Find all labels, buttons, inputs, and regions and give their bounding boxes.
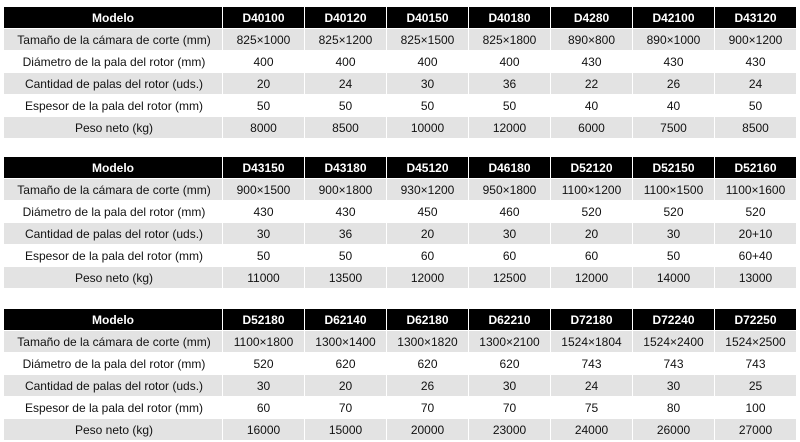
table-cell: 400 xyxy=(223,51,305,73)
table-cell: 20+10 xyxy=(715,223,797,245)
table-cell: 60+40 xyxy=(715,245,797,267)
row-label: Cantidad de palas del rotor (uds.) xyxy=(4,375,223,397)
table-cell: 430 xyxy=(551,51,633,73)
table-cell: 75 xyxy=(551,397,633,419)
table-row xyxy=(4,419,797,441)
table-cell: 30 xyxy=(469,223,551,245)
table-cell: 430 xyxy=(633,51,715,73)
table-cell: 1300×2100 xyxy=(469,331,551,353)
table-cell: 27000 xyxy=(715,419,797,441)
model-header: D72240 xyxy=(633,309,715,331)
table-row xyxy=(4,375,797,397)
header-label: Modelo xyxy=(4,309,223,331)
table-cell: 30 xyxy=(387,73,469,95)
table-row xyxy=(4,397,797,419)
table-cell: 50 xyxy=(305,245,387,267)
model-header: D52160 xyxy=(715,157,797,179)
table-cell: 1524×2500 xyxy=(715,331,797,353)
table-cell: 620 xyxy=(305,353,387,375)
table-cell: 50 xyxy=(223,95,305,117)
table-cell: 26 xyxy=(387,375,469,397)
table-cell: 1300×1400 xyxy=(305,331,387,353)
table-cell: 24 xyxy=(551,375,633,397)
model-header: D43180 xyxy=(305,157,387,179)
model-header: D43150 xyxy=(223,157,305,179)
table-cell: 50 xyxy=(305,95,387,117)
row-label: Peso neto (kg) xyxy=(4,117,223,139)
table-row xyxy=(4,353,797,375)
table-cell: 8000 xyxy=(223,117,305,139)
model-header: D42100 xyxy=(633,7,715,29)
table-cell: 743 xyxy=(715,353,797,375)
table-cell: 30 xyxy=(633,375,715,397)
table-cell: 11000 xyxy=(223,267,305,289)
table-cell: 80 xyxy=(633,397,715,419)
table-cell: 400 xyxy=(387,51,469,73)
row-label: Diámetro de la pala del rotor (mm) xyxy=(4,51,223,73)
table-cell: 26 xyxy=(633,73,715,95)
table-row xyxy=(4,29,797,51)
table-row xyxy=(4,95,797,117)
model-header: D40180 xyxy=(469,7,551,29)
table-cell: 60 xyxy=(387,245,469,267)
header-row xyxy=(4,157,797,179)
table-cell: 825×1500 xyxy=(387,29,469,51)
row-label: Tamaño de la cámara de corte (mm) xyxy=(4,29,223,51)
table-cell: 100 xyxy=(715,397,797,419)
table-cell: 950×1800 xyxy=(469,179,551,201)
model-header: D43120 xyxy=(715,7,797,29)
table-cell: 825×1000 xyxy=(223,29,305,51)
table-cell: 930×1200 xyxy=(387,179,469,201)
table-cell: 24000 xyxy=(551,419,633,441)
table-cell: 1100×1600 xyxy=(715,179,797,201)
table-cell: 10000 xyxy=(387,117,469,139)
table-cell: 20 xyxy=(387,223,469,245)
table-row xyxy=(4,331,797,353)
table-row xyxy=(4,223,797,245)
table-cell: 8500 xyxy=(305,117,387,139)
model-header: D40120 xyxy=(305,7,387,29)
table-cell: 30 xyxy=(223,375,305,397)
table-cell: 1524×2400 xyxy=(633,331,715,353)
table-cell: 900×1500 xyxy=(223,179,305,201)
table-cell: 20 xyxy=(223,73,305,95)
table-cell: 12000 xyxy=(551,267,633,289)
table-cell: 70 xyxy=(305,397,387,419)
table-cell: 1300×1820 xyxy=(387,331,469,353)
table-cell: 25 xyxy=(715,375,797,397)
table-cell: 890×1000 xyxy=(633,29,715,51)
table-cell: 400 xyxy=(469,51,551,73)
table-cell: 743 xyxy=(633,353,715,375)
model-header: D62180 xyxy=(387,309,469,331)
table-cell: 520 xyxy=(223,353,305,375)
table-cell: 16000 xyxy=(223,419,305,441)
header-label: Modelo xyxy=(4,7,223,29)
model-header: D52120 xyxy=(551,157,633,179)
row-label: Diámetro de la pala del rotor (mm) xyxy=(4,201,223,223)
table-cell: 620 xyxy=(469,353,551,375)
table-row xyxy=(4,267,797,289)
table-cell: 1100×1500 xyxy=(633,179,715,201)
table-cell: 50 xyxy=(633,245,715,267)
model-header: D45120 xyxy=(387,157,469,179)
model-header: D40150 xyxy=(387,7,469,29)
table-cell: 60 xyxy=(469,245,551,267)
table-cell: 24 xyxy=(715,73,797,95)
table-cell: 1524×1804 xyxy=(551,331,633,353)
header-label: Modelo xyxy=(4,157,223,179)
table-cell: 20 xyxy=(305,375,387,397)
table-row xyxy=(4,51,797,73)
table-cell: 36 xyxy=(305,223,387,245)
table-cell: 430 xyxy=(715,51,797,73)
table-cell: 12000 xyxy=(387,267,469,289)
table-row xyxy=(4,73,797,95)
table-cell: 6000 xyxy=(551,117,633,139)
row-label: Espesor de la pala del rotor (mm) xyxy=(4,245,223,267)
table-cell: 520 xyxy=(633,201,715,223)
table-cell: 50 xyxy=(387,95,469,117)
spec-table-1 xyxy=(3,6,797,139)
row-label: Tamaño de la cámara de corte (mm) xyxy=(4,179,223,201)
table-cell: 1100×1800 xyxy=(223,331,305,353)
table-cell: 430 xyxy=(305,201,387,223)
table-cell: 50 xyxy=(469,95,551,117)
table-cell: 460 xyxy=(469,201,551,223)
row-label: Peso neto (kg) xyxy=(4,419,223,441)
table-cell: 13500 xyxy=(305,267,387,289)
table-cell: 20000 xyxy=(387,419,469,441)
table-cell: 900×1200 xyxy=(715,29,797,51)
table-cell: 620 xyxy=(387,353,469,375)
table-cell: 30 xyxy=(633,223,715,245)
row-label: Espesor de la pala del rotor (mm) xyxy=(4,397,223,419)
table-row xyxy=(4,201,797,223)
model-header: D52150 xyxy=(633,157,715,179)
model-header: D46180 xyxy=(469,157,551,179)
table-cell: 70 xyxy=(469,397,551,419)
table-cell: 60 xyxy=(551,245,633,267)
row-label: Espesor de la pala del rotor (mm) xyxy=(4,95,223,117)
model-header: D62210 xyxy=(469,309,551,331)
table-cell: 15000 xyxy=(305,419,387,441)
table-cell: 825×1200 xyxy=(305,29,387,51)
table-row xyxy=(4,179,797,201)
table-cell: 825×1800 xyxy=(469,29,551,51)
table-cell: 520 xyxy=(551,201,633,223)
row-label: Tamaño de la cámara de corte (mm) xyxy=(4,331,223,353)
model-header: D62140 xyxy=(305,309,387,331)
table-cell: 24 xyxy=(305,73,387,95)
model-header: D4280 xyxy=(551,7,633,29)
table-cell: 60 xyxy=(223,397,305,419)
table-row xyxy=(4,117,797,139)
table-cell: 1100×1200 xyxy=(551,179,633,201)
header-row xyxy=(4,309,797,331)
table-cell: 12500 xyxy=(469,267,551,289)
table-cell: 890×800 xyxy=(551,29,633,51)
table-cell: 7500 xyxy=(633,117,715,139)
row-label: Diámetro de la pala del rotor (mm) xyxy=(4,353,223,375)
table-cell: 12000 xyxy=(469,117,551,139)
table-row xyxy=(4,245,797,267)
model-header: D72180 xyxy=(551,309,633,331)
table-cell: 26000 xyxy=(633,419,715,441)
table-cell: 36 xyxy=(469,73,551,95)
header-row xyxy=(4,7,797,29)
spec-table-3 xyxy=(3,308,797,441)
table-cell: 900×1800 xyxy=(305,179,387,201)
model-header: D52180 xyxy=(223,309,305,331)
table-cell: 40 xyxy=(633,95,715,117)
model-header: D72250 xyxy=(715,309,797,331)
row-label: Cantidad de palas del rotor (uds.) xyxy=(4,73,223,95)
table-cell: 14000 xyxy=(633,267,715,289)
table-cell: 520 xyxy=(715,201,797,223)
table-cell: 50 xyxy=(223,245,305,267)
table-cell: 400 xyxy=(305,51,387,73)
spec-table-2 xyxy=(3,156,797,289)
table-cell: 8500 xyxy=(715,117,797,139)
row-label: Peso neto (kg) xyxy=(4,267,223,289)
table-cell: 30 xyxy=(469,375,551,397)
row-label: Cantidad de palas del rotor (uds.) xyxy=(4,223,223,245)
table-cell: 450 xyxy=(387,201,469,223)
table-cell: 20 xyxy=(551,223,633,245)
table-cell: 70 xyxy=(387,397,469,419)
table-cell: 22 xyxy=(551,73,633,95)
model-header: D40100 xyxy=(223,7,305,29)
table-cell: 30 xyxy=(223,223,305,245)
table-cell: 743 xyxy=(551,353,633,375)
table-cell: 40 xyxy=(551,95,633,117)
table-cell: 13000 xyxy=(715,267,797,289)
table-cell: 50 xyxy=(715,95,797,117)
table-cell: 430 xyxy=(223,201,305,223)
table-cell: 23000 xyxy=(469,419,551,441)
